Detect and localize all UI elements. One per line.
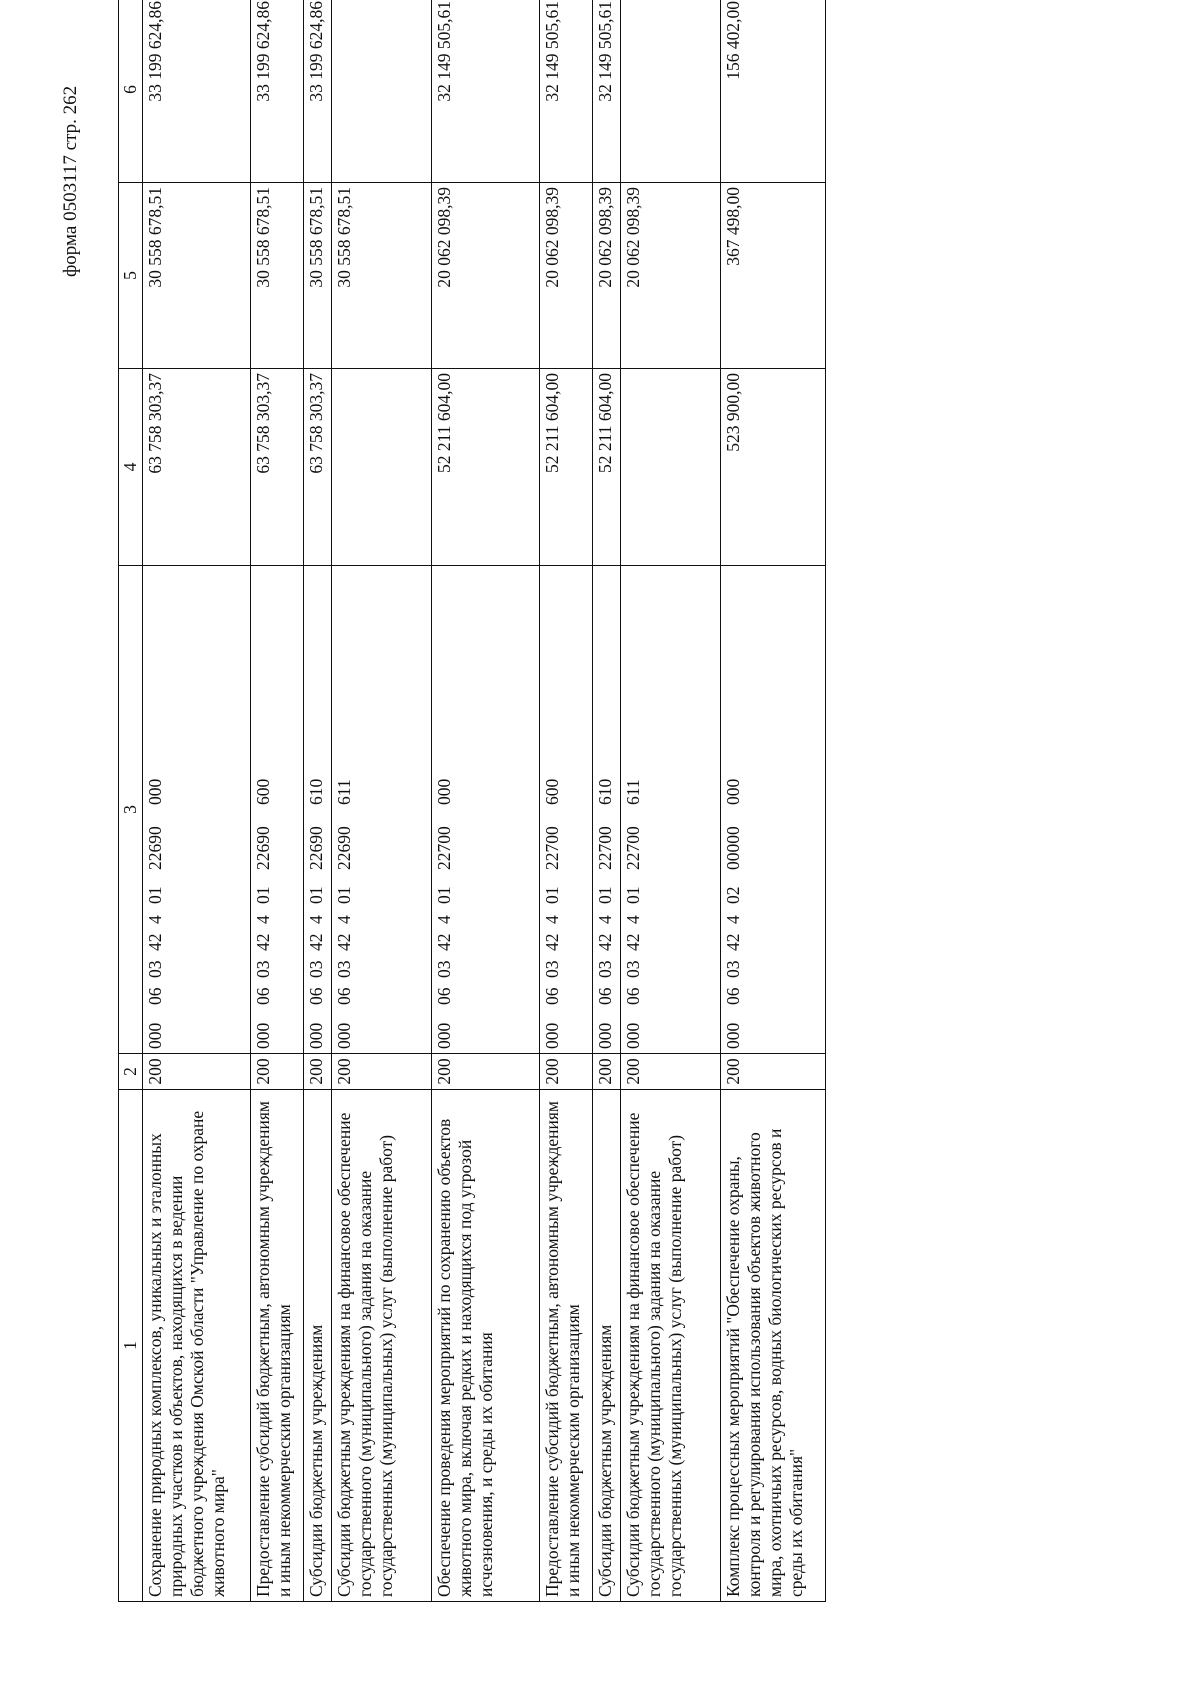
approved-amount: 523 900,00	[721, 369, 826, 566]
row-name: Субсидии бюджетным учреждениям	[304, 1090, 332, 1602]
budget-table	[118, 0, 826, 1602]
row-name: Предоставление субсидий бюджетным, автономным учреждениям и иным некоммерческим организациям	[251, 1090, 304, 1602]
unexecuted-amount: 32 149 505,61	[593, 0, 621, 183]
row-name: Субсидии бюджетным учреждениям на финансовое обеспечение государственного (муниципального) задания на оказание государственных (муниципальных) услуг (выполнение работ)	[332, 1090, 432, 1602]
table-row	[304, 0, 332, 1602]
approved-amount: 52 211 604,00	[540, 369, 593, 566]
line-code: 200	[593, 1054, 621, 1090]
row-name: Обеспечение проведения мероприятий по сохранению объектов животного мира, включая редких и находящихся под угрозой исчезновения, и среды их обитания	[432, 1090, 540, 1602]
approved-amount: 52 211 604,00	[593, 369, 621, 566]
executed-amount: 367 498,00	[721, 183, 826, 369]
column-header: 4	[119, 369, 143, 566]
unexecuted-amount: 33 199 624,86	[143, 0, 251, 183]
budget-classification-code: 00006034240122700600	[540, 566, 593, 1054]
approved-amount	[332, 369, 432, 566]
table-row	[251, 0, 304, 1602]
line-code: 200	[540, 1054, 593, 1090]
row-name: Субсидии бюджетным учреждениям на финансовое обеспечение государственного (муниципального) задания на оказание государственных (муниципальных) услуг (выполнение работ)	[621, 1090, 721, 1602]
column-header: 6	[119, 0, 143, 183]
line-code: 200	[432, 1054, 540, 1090]
executed-amount: 30 558 678,51	[304, 183, 332, 369]
executed-amount: 30 558 678,51	[251, 183, 304, 369]
column-header: 5	[119, 183, 143, 369]
line-code: 200	[621, 1054, 721, 1090]
line-code: 200	[143, 1054, 251, 1090]
budget-classification-code: 00006034240122690000	[143, 566, 251, 1054]
executed-amount: 20 062 098,39	[621, 183, 721, 369]
approved-amount: 63 758 303,37	[251, 369, 304, 566]
budget-classification-code: 00006034240200000000	[721, 566, 826, 1054]
row-name: Сохранение природных комплексов, уникальных и эталонных природных участков и объектов, находящихся в ведении бюджетного учреждения Омской области "Управление по охране животного мира"	[143, 1090, 251, 1602]
budget-classification-code: 00006034240122700611	[621, 566, 721, 1054]
line-code: 200	[251, 1054, 304, 1090]
unexecuted-amount: 33 199 624,86	[304, 0, 332, 183]
table-row	[621, 0, 721, 1602]
approved-amount: 63 758 303,37	[143, 369, 251, 566]
column-header: 3	[119, 566, 143, 1054]
unexecuted-amount	[332, 0, 432, 183]
approved-amount	[621, 369, 721, 566]
budget-classification-code: 00006034240122690610	[304, 566, 332, 1054]
row-name: Предоставление субсидий бюджетным, автономным учреждениям и иным некоммерческим организациям	[540, 1090, 593, 1602]
column-header: 2	[119, 1054, 143, 1090]
budget-classification-code: 00006034240122700000	[432, 566, 540, 1054]
executed-amount: 20 062 098,39	[432, 183, 540, 369]
column-header: 1	[119, 1090, 143, 1602]
unexecuted-amount: 32 149 505,61	[432, 0, 540, 183]
table-row	[593, 0, 621, 1602]
executed-amount: 30 558 678,51	[332, 183, 432, 369]
table-row	[721, 0, 826, 1602]
budget-classification-code: 00006034240122690611	[332, 566, 432, 1054]
form-reference: форма 0503117 стр. 262	[60, 85, 81, 277]
row-name: Субсидии бюджетным учреждениям	[593, 1090, 621, 1602]
row-name: Комплекс процессных мероприятий "Обеспечение охраны, контроля и регулирования использования объектов животного мира, охотничьих ресурсов, водных биологических ресурсов и среды их обитания"	[721, 1090, 826, 1602]
executed-amount: 20 062 098,39	[540, 183, 593, 369]
executed-amount: 20 062 098,39	[593, 183, 621, 369]
budget-classification-code: 00006034240122700610	[593, 566, 621, 1054]
column-number-row	[119, 0, 143, 1602]
table-row	[540, 0, 593, 1602]
budget-classification-code: 00006034240122690600	[251, 566, 304, 1054]
executed-amount: 30 558 678,51	[143, 183, 251, 369]
line-code: 200	[332, 1054, 432, 1090]
approved-amount: 52 211 604,00	[432, 369, 540, 566]
table-row	[432, 0, 540, 1602]
table-row	[332, 0, 432, 1602]
unexecuted-amount	[621, 0, 721, 183]
unexecuted-amount: 156 402,00	[721, 0, 826, 183]
line-code: 200	[721, 1054, 826, 1090]
table-row	[143, 0, 251, 1602]
unexecuted-amount: 33 199 624,86	[251, 0, 304, 183]
line-code: 200	[304, 1054, 332, 1090]
unexecuted-amount: 32 149 505,61	[540, 0, 593, 183]
approved-amount: 63 758 303,37	[304, 369, 332, 566]
